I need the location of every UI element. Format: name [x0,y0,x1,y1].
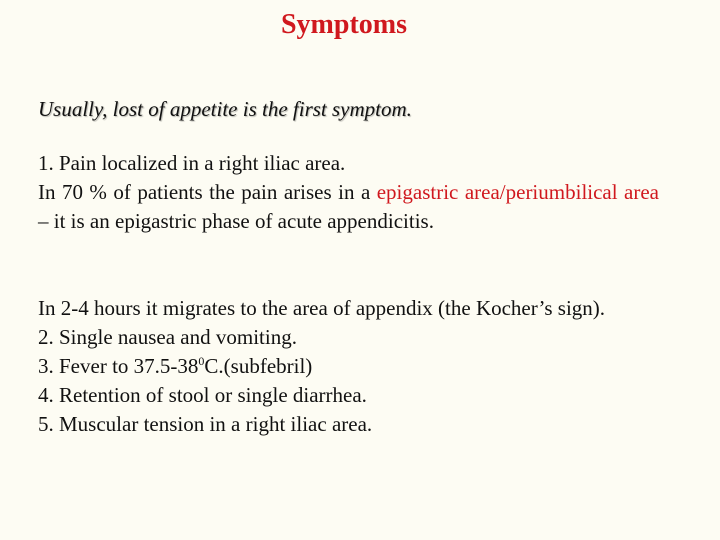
degree-superscript: 0 [198,354,205,368]
fever-text-start: 3. Fever to 37.5-38 [38,354,199,378]
fever-text-end: C.(subfebril) [204,354,313,378]
epigastric-phase-text [38,180,659,233]
kocher-sign-text: In 2-4 hours it migrates to the area of appendix (the Kocher’s sign). [38,296,606,320]
symptom-paragraph-1 [38,149,659,236]
epigastric-text-start: In 70 % of patients the pain arises in a [38,180,377,204]
symptom-item-3 [38,352,659,381]
symptom-item-2: 2. Single nausea and vomiting. [38,325,297,349]
epigastric-area-highlight: epigastric area/periumbilical area [376,180,660,204]
symptom-item-1: 1. Pain localized in a right iliac area. [38,151,346,175]
epigastric-text-end: – it is an epigastric phase of acute appendicitis. [38,209,434,233]
symptom-item-5: 5. Muscular tension in a right iliac area. [38,412,373,436]
lead-sentence: Usually, lost of appetite is the first symptom. [38,97,412,121]
symptom-paragraph-2 [38,294,659,439]
symptom-item-4: 4. Retention of stool or single diarrhea. [38,383,367,407]
slide-title: Symptoms [280,9,407,40]
